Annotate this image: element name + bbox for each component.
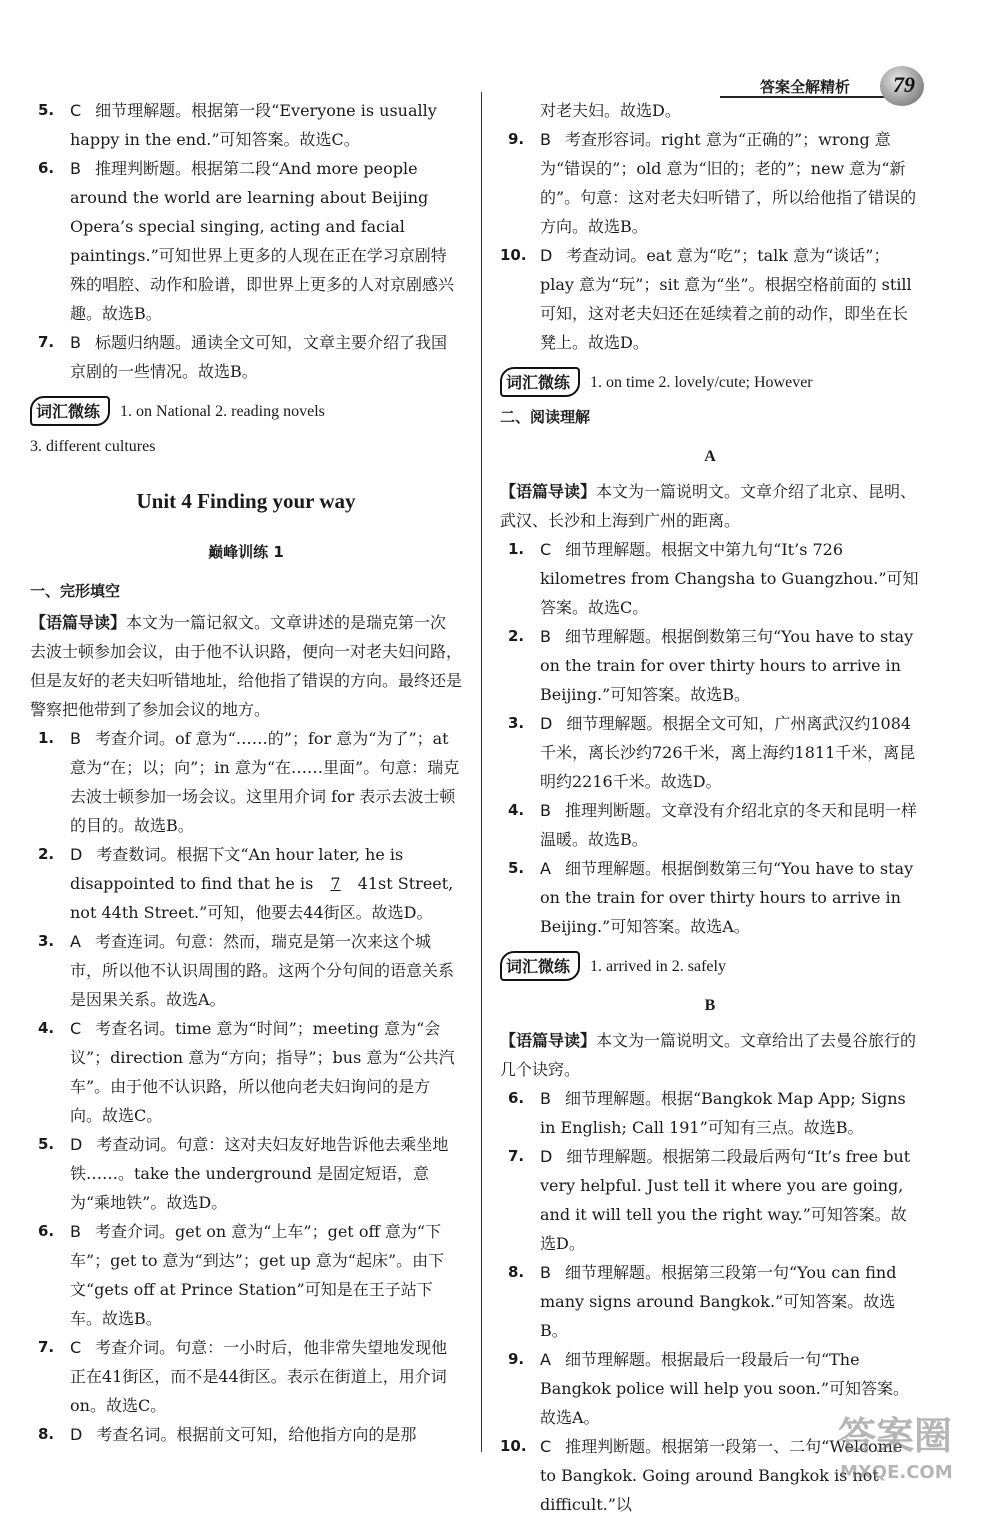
answer-item-continuation xyxy=(500,96,920,125)
item-number: 8. xyxy=(38,1425,55,1443)
passage-intro xyxy=(30,608,462,724)
answer-item xyxy=(500,709,920,796)
item-number: 10. xyxy=(500,1437,527,1455)
answer-item xyxy=(30,1014,462,1130)
vocab-answers: 1. arrived in 2. safely xyxy=(590,957,726,975)
blank-number: 7 xyxy=(330,874,341,893)
item-number: 1. xyxy=(508,540,525,558)
item-answer: D xyxy=(70,1135,83,1154)
answer-item xyxy=(500,1258,920,1345)
item-answer: B xyxy=(540,130,551,149)
answer-item xyxy=(500,535,920,622)
item-number: 5. xyxy=(38,1135,55,1153)
passage-intro xyxy=(500,477,920,535)
item-number: 9. xyxy=(508,1350,525,1368)
answer-item xyxy=(30,96,462,154)
item-answer: B xyxy=(540,1089,551,1108)
item-explanation: 考查数词。根据下文“An hour later, he is disappointed to find that he is xyxy=(70,845,404,893)
item-answer: B xyxy=(70,333,81,352)
item-answer: B xyxy=(70,159,81,178)
item-number: 3. xyxy=(38,932,55,950)
item-explanation: 细节理解题。根据“Bangkok Map App; Signs in English; Call 191”可知有三点。故选B。 xyxy=(540,1089,906,1137)
item-answer: B xyxy=(540,801,551,820)
answer-item xyxy=(30,1130,462,1217)
intro-text: 本文为一篇说明文。文章介绍了北京、昆明、武汉、长沙和上海到广州的距离。 xyxy=(500,482,917,530)
vocab-answers-line2: 3. different cultures xyxy=(30,438,156,455)
item-explanation: 考查名词。根据前文可知，给他指方向的是那 xyxy=(96,1425,417,1444)
item-answer: A xyxy=(70,932,81,951)
item-number: 7. xyxy=(38,1338,55,1356)
left-column xyxy=(30,96,462,1449)
item-explanation: 细节理解题。根据文中第九句“It’s 726 kilometres from Changsha to Guangzhou.”可知答案。故选C。 xyxy=(540,540,919,617)
item-answer: C xyxy=(70,1019,82,1038)
item-explanation: 考查连词。句意：然而，瑞克是第一次来这个城市，所以他不认识周围的路。这两个分句间的语意关系是因果关系。故选A。 xyxy=(70,932,455,1009)
passage-intro xyxy=(500,1026,920,1084)
answer-item xyxy=(30,1217,462,1333)
item-explanation: 标题归纳题。通读全文可知，文章主要介绍了我国京剧的一些情况。故选B。 xyxy=(70,333,447,381)
item-explanation: 细节理解题。根据第一段“Everyone is usually happy in the end.”可知答案。故选C。 xyxy=(70,101,437,149)
item-explanation: 考查名词。time 意为“时间”；meeting 意为“会议”；direction 意为“方向；指导”；bus 意为“公共汽车”。由于他不认识路，所以他向老夫妇询问的是方向。故选C。 xyxy=(70,1019,455,1125)
watermark-logo: 答案圈 xyxy=(837,1414,952,1458)
answer-item xyxy=(500,125,920,241)
item-answer: B xyxy=(540,627,551,646)
unit-title: Unit 4 Finding your way xyxy=(136,489,356,513)
answer-item xyxy=(30,328,462,386)
item-explanation-cont: 对老夫妇。故选D。 xyxy=(540,101,681,120)
training-title: 巅峰训练 1 xyxy=(208,543,284,561)
item-explanation: 考查介词。get on 意为“上车”；get off 意为“下车”；get to 意为“到达”；get up 意为“起床”。由下文“gets off at Prince Station”可知是在王子站下车。故选B。 xyxy=(70,1222,445,1328)
answer-item xyxy=(500,796,920,854)
item-explanation: 推理判断题。根据第二段“And more people around the world are learning about Beijing Opera’s special singing, acting and facial paintings.”可知世界上更多的人现在正在学习京剧特殊的唱腔、动作和脸谱，即世界上更多的人对京剧感兴趣。故选B。 xyxy=(70,159,455,323)
item-answer: D xyxy=(540,1147,553,1166)
page-number: 79 xyxy=(893,72,915,97)
intro-text: 本文为一篇说明文。文章给出了去曼谷旅行的几个诀窍。 xyxy=(500,1031,917,1079)
section-title-reading: 二、阅读理解 xyxy=(500,408,591,426)
item-number: 2. xyxy=(38,845,55,863)
item-explanation: 考查介词。句意：一小时后，他非常失望地发现他正在41街区，而不是44街区。表示在街道上，用介词 on。故选C。 xyxy=(70,1338,448,1415)
item-answer: C xyxy=(540,1437,552,1456)
intro-tag: 【语篇导读】 xyxy=(30,613,127,632)
item-explanation: 考查动词。eat 意为“吃”；talk 意为“谈话”；play 意为“玩”；sit 意为“坐”。根据空格前面的 still 可知，这对老夫妇还在延续着之前的动作，即坐在长凳上。故选D。 xyxy=(540,246,912,352)
item-answer: D xyxy=(70,1425,83,1444)
item-number: 9. xyxy=(508,130,525,148)
item-number: 5. xyxy=(508,859,525,877)
item-answer: A xyxy=(540,1350,551,1369)
answer-item xyxy=(500,241,920,357)
item-explanation: 细节理解题。根据倒数第三句“You have to stay on the train for over thirty hours to arrive in Beijing.”可知答案。故选A。 xyxy=(540,859,914,936)
item-number: 3. xyxy=(508,714,525,732)
section-title-cloze: 一、完形填空 xyxy=(30,582,121,600)
item-number: 6. xyxy=(38,1222,55,1240)
item-answer: B xyxy=(540,1263,551,1282)
item-answer: C xyxy=(70,101,82,120)
item-answer: D xyxy=(70,845,83,864)
item-explanation: 推理判断题。文章没有介绍北京的冬天和昆明一样温暖。故选B。 xyxy=(540,801,917,849)
item-explanation-cont: 41st Street, not 44th Street.”可知，他要去44街区。故选D。 xyxy=(70,874,454,922)
answer-item xyxy=(30,840,462,927)
vocab-practice xyxy=(500,951,920,981)
item-number: 6. xyxy=(38,159,55,177)
intro-tag: 【语篇导读】 xyxy=(500,1031,597,1050)
page-header xyxy=(720,78,970,96)
vocab-answers: 1. on time 2. lovely/cute; However xyxy=(590,373,813,391)
item-answer: C xyxy=(540,540,552,559)
answer-item xyxy=(30,154,462,328)
item-answer: B xyxy=(70,729,81,748)
item-explanation: 细节理解题。根据第三段第一句“You can find many signs around Bangkok.”可知答案。故选B。 xyxy=(540,1263,897,1340)
intro-tag: 【语篇导读】 xyxy=(500,482,597,501)
item-explanation: 考查动词。句意：这对夫妇友好地告诉他去乘坐地铁……。take the underground 是固定短语，意为“乘地铁”。故选D。 xyxy=(70,1135,449,1212)
item-number: 8. xyxy=(508,1263,525,1281)
item-number: 7. xyxy=(508,1147,525,1165)
answer-item xyxy=(30,1420,462,1449)
item-number: 4. xyxy=(508,801,525,819)
item-number: 1. xyxy=(38,729,55,747)
item-number: 10. xyxy=(500,246,527,264)
vocab-answers: 1. on National 2. reading novels xyxy=(120,402,325,420)
item-number: 4. xyxy=(38,1019,55,1037)
vocab-practice xyxy=(30,396,462,426)
item-explanation: 细节理解题。根据第二段最后两句“It’s free but very helpful. Just tell it where you are going, and it will tell you the right way.”可知答案。故选D。 xyxy=(540,1147,911,1253)
item-answer: D xyxy=(540,246,553,265)
right-column xyxy=(500,96,920,1519)
intro-text: 本文为一篇记叙文。文章讲述的是瑞克第一次去波士顿参加会议，由于他不认识路，便向一对老夫妇问路，但是友好的老夫妇听错地址，给他指了错误的方向。最终还是警察把他带到了参加会议的地方。 xyxy=(30,613,463,719)
answer-item xyxy=(500,1084,920,1142)
item-explanation: 推理判断题。根据第一段第一、二句“Welcome to Bangkok. Going around Bangkok is not difficult.”以 xyxy=(540,1437,903,1514)
item-explanation: 细节理解题。根据全文可知，广州离武汉约1084千米，离长沙约726千米，离上海约1811千米，离昆明约2216千米。故选D。 xyxy=(540,714,916,791)
item-explanation: 细节理解题。根据倒数第三句“You have to stay on the train for over thirty hours to arrive in Beijing.”可知答案。故选B。 xyxy=(540,627,914,704)
item-explanation: 考查形容词。right 意为“正确的”；wrong 意为“错误的”；old 意为“旧的；老的”；new 意为“新的”。句意：这对老夫妇听错了，所以给他指了错误的方向。故选B。 xyxy=(540,130,917,236)
answer-item xyxy=(30,724,462,840)
header-section-label: 答案全解精析 xyxy=(760,78,851,96)
item-number: 6. xyxy=(508,1089,525,1107)
answer-item xyxy=(30,927,462,1014)
answer-item xyxy=(500,854,920,941)
item-answer: D xyxy=(540,714,553,733)
answer-item xyxy=(500,622,920,709)
item-explanation: 细节理解题。根据最后一段最后一句“The Bangkok police will help you soon.”可知答案。故选A。 xyxy=(540,1350,910,1427)
vocab-badge: 词汇微练 xyxy=(30,396,110,426)
item-number: 2. xyxy=(508,627,525,645)
vocab-badge: 词汇微练 xyxy=(500,367,580,397)
column-divider xyxy=(481,92,482,1452)
answer-item xyxy=(500,1142,920,1258)
vocab-badge: 词汇微练 xyxy=(500,951,580,981)
item-explanation: 考查介词。of 意为“……的”；for 意为“为了”；at 意为“在；以；向”；in 意为“在……里面”。句意：瑞克去波士顿参加一场会议。这里用介词 for 表示去波士顿的目的。故选B。 xyxy=(70,729,460,835)
watermark-url: MXQE.COM xyxy=(840,1462,953,1483)
item-number: 7. xyxy=(38,333,55,351)
item-answer: A xyxy=(540,859,551,878)
part-letter-b: B xyxy=(704,997,716,1014)
item-answer: C xyxy=(70,1338,82,1357)
item-answer: B xyxy=(70,1222,81,1241)
item-number: 5. xyxy=(38,101,55,119)
answer-item xyxy=(30,1333,462,1420)
vocab-practice xyxy=(500,367,920,397)
part-letter-a: A xyxy=(704,448,716,465)
